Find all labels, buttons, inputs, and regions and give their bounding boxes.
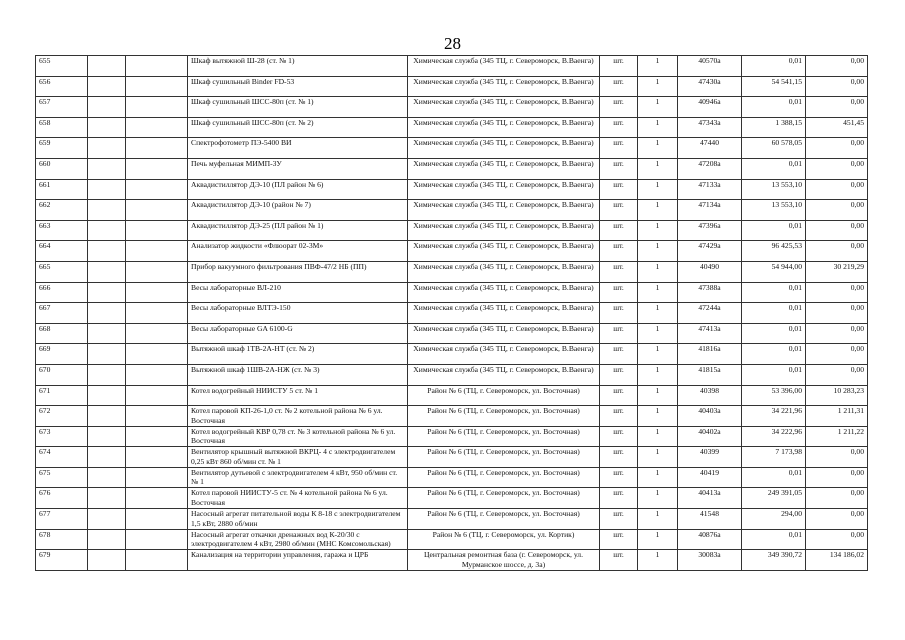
inventory-number-cell: 47343а (678, 117, 742, 138)
unit-cell: шт. (600, 56, 638, 77)
blank-cell (88, 406, 126, 427)
blank-cell (126, 241, 188, 262)
row-number-cell: 658 (36, 117, 88, 138)
blank-cell (126, 220, 188, 241)
item-name-cell: Котел паровой НИИСТУ-5 ст. № 4 котельной района № 6 ул. Восточная (188, 488, 408, 509)
blank-cell (88, 241, 126, 262)
residual-value-cell: 1 211,22 (806, 426, 868, 447)
row-number-cell: 678 (36, 529, 88, 550)
location-cell: Химическая служба (345 ТЦ, г. Североморск, В.Ваенга) (408, 200, 600, 221)
blank-cell (88, 550, 126, 571)
blank-cell (88, 303, 126, 324)
location-cell: Химическая служба (345 ТЦ, г. Североморск, В.Ваенга) (408, 117, 600, 138)
quantity-cell: 1 (638, 220, 678, 241)
residual-value-cell: 1 211,31 (806, 406, 868, 427)
quantity-cell: 1 (638, 426, 678, 447)
residual-value-cell: 0,00 (806, 488, 868, 509)
blank-cell (88, 467, 126, 488)
book-value-cell: 0,01 (742, 220, 806, 241)
row-number-cell: 679 (36, 550, 88, 571)
unit-cell: шт. (600, 426, 638, 447)
row-number-cell: 660 (36, 158, 88, 179)
blank-cell (126, 467, 188, 488)
table-row (36, 323, 868, 344)
book-value-cell: 34 222,96 (742, 426, 806, 447)
blank-cell (88, 117, 126, 138)
inventory-number-cell: 41816а (678, 344, 742, 365)
blank-cell (126, 364, 188, 385)
book-value-cell: 7 173,98 (742, 447, 806, 468)
unit-cell: шт. (600, 385, 638, 406)
blank-cell (126, 406, 188, 427)
residual-value-cell: 0,00 (806, 56, 868, 77)
quantity-cell: 1 (638, 158, 678, 179)
residual-value-cell: 134 186,02 (806, 550, 868, 571)
table-row (36, 220, 868, 241)
unit-cell: шт. (600, 241, 638, 262)
book-value-cell: 34 221,96 (742, 406, 806, 427)
residual-value-cell: 0,00 (806, 447, 868, 468)
book-value-cell: 53 396,00 (742, 385, 806, 406)
unit-cell: шт. (600, 406, 638, 427)
inventory-number-cell: 40399 (678, 447, 742, 468)
blank-cell (88, 323, 126, 344)
blank-cell (126, 323, 188, 344)
book-value-cell: 0,01 (742, 97, 806, 118)
unit-cell: шт. (600, 488, 638, 509)
quantity-cell: 1 (638, 76, 678, 97)
page-number: 28 (444, 34, 461, 53)
unit-cell: шт. (600, 179, 638, 200)
inventory-number-cell: 47388а (678, 282, 742, 303)
unit-cell: шт. (600, 282, 638, 303)
blank-cell (126, 344, 188, 365)
unit-cell: шт. (600, 138, 638, 159)
blank-cell (88, 97, 126, 118)
row-number-cell: 667 (36, 303, 88, 324)
book-value-cell: 0,01 (742, 344, 806, 365)
residual-value-cell: 451,45 (806, 117, 868, 138)
book-value-cell: 54 944,00 (742, 261, 806, 282)
item-name-cell: Спектрофотометр ПЭ-5400 ВИ (188, 138, 408, 159)
item-name-cell: Вентилятор крышный вытяжной ВКРЦ- 4 с электродвигателем 0,25 кВт 860 об/мин ст. № 1 (188, 447, 408, 468)
quantity-cell: 1 (638, 467, 678, 488)
table-row (36, 241, 868, 262)
blank-cell (126, 97, 188, 118)
blank-cell (88, 200, 126, 221)
residual-value-cell: 10 283,23 (806, 385, 868, 406)
location-cell: Химическая служба (345 ТЦ, г. Североморск, В.Ваенга) (408, 138, 600, 159)
location-cell: Химическая служба (345 ТЦ, г. Североморск, В.Ваенга) (408, 323, 600, 344)
blank-cell (88, 488, 126, 509)
row-number-cell: 661 (36, 179, 88, 200)
inventory-number-cell: 40876а (678, 529, 742, 550)
book-value-cell: 0,01 (742, 158, 806, 179)
item-name-cell: Прибор вакуумного фильтрования ПВФ-47/2 НБ (ПП) (188, 261, 408, 282)
row-number-cell: 676 (36, 488, 88, 509)
quantity-cell: 1 (638, 323, 678, 344)
residual-value-cell: 0,00 (806, 364, 868, 385)
location-cell: Химическая служба (345 ТЦ, г. Североморск, В.Ваенга) (408, 97, 600, 118)
book-value-cell: 294,00 (742, 509, 806, 530)
table-row (36, 406, 868, 427)
book-value-cell: 0,01 (742, 323, 806, 344)
row-number-cell: 672 (36, 406, 88, 427)
unit-cell: шт. (600, 261, 638, 282)
table-row (36, 509, 868, 530)
residual-value-cell: 0,00 (806, 241, 868, 262)
location-cell: Химическая служба (345 ТЦ, г. Североморск, В.Ваенга) (408, 179, 600, 200)
unit-cell: шт. (600, 158, 638, 179)
location-cell: Химическая служба (345 ТЦ, г. Североморск, В.Ваенга) (408, 220, 600, 241)
book-value-cell: 0,01 (742, 303, 806, 324)
inventory-number-cell: 40403а (678, 406, 742, 427)
item-name-cell: Насосный агрегат питательной воды К 8-18 с электродвигателем 1,5 кВт, 2880 об/мин (188, 509, 408, 530)
table-row (36, 344, 868, 365)
blank-cell (88, 529, 126, 550)
item-name-cell: Весы лабораторные ВЛТЭ-150 (188, 303, 408, 324)
item-name-cell: Вытяжной шкаф 1ТВ-2А-НТ (ст. № 2) (188, 344, 408, 365)
table-row (36, 200, 868, 221)
item-name-cell: Весы лабораторные ВЛ-210 (188, 282, 408, 303)
book-value-cell: 1 388,15 (742, 117, 806, 138)
location-cell: Химическая служба (345 ТЦ, г. Североморск, В.Ваенга) (408, 282, 600, 303)
blank-cell (126, 261, 188, 282)
inventory-number-cell: 47133а (678, 179, 742, 200)
item-name-cell: Вентилятор дутьевой с электродвигателем 4 кВт, 950 об/мин ст. № 1 (188, 467, 408, 488)
unit-cell: шт. (600, 117, 638, 138)
quantity-cell: 1 (638, 261, 678, 282)
blank-cell (126, 385, 188, 406)
residual-value-cell: 0,00 (806, 200, 868, 221)
unit-cell: шт. (600, 344, 638, 365)
residual-value-cell: 0,00 (806, 509, 868, 530)
row-number-cell: 674 (36, 447, 88, 468)
inventory-rows (36, 56, 868, 571)
location-cell: Район № 6 (ТЦ, г. Североморск, ул. Кортик) (408, 529, 600, 550)
row-number-cell: 657 (36, 97, 88, 118)
unit-cell: шт. (600, 97, 638, 118)
item-name-cell: Канализация на территории управления, гаража и ЦРБ (188, 550, 408, 571)
location-cell: Район № 6 (ТЦ, г. Североморск, ул. Восточная) (408, 385, 600, 406)
unit-cell: шт. (600, 364, 638, 385)
table-row (36, 56, 868, 77)
blank-cell (126, 550, 188, 571)
book-value-cell: 60 578,05 (742, 138, 806, 159)
item-name-cell: Весы лабораторные GA 6100-G (188, 323, 408, 344)
blank-cell (126, 138, 188, 159)
book-value-cell: 0,01 (742, 282, 806, 303)
quantity-cell: 1 (638, 509, 678, 530)
quantity-cell: 1 (638, 529, 678, 550)
location-cell: Район № 6 (ТЦ, г. Североморск, ул. Восточная) (408, 426, 600, 447)
blank-cell (88, 426, 126, 447)
quantity-cell: 1 (638, 179, 678, 200)
residual-value-cell: 0,00 (806, 303, 868, 324)
row-number-cell: 664 (36, 241, 88, 262)
inventory-number-cell: 47413а (678, 323, 742, 344)
item-name-cell: Шкаф сушильный ШСС-80п (ст. № 2) (188, 117, 408, 138)
item-name-cell: Котел водогрейный НИИСТУ 5 ст. № 1 (188, 385, 408, 406)
blank-cell (88, 364, 126, 385)
book-value-cell: 249 391,05 (742, 488, 806, 509)
blank-cell (126, 200, 188, 221)
row-number-cell: 677 (36, 509, 88, 530)
unit-cell: шт. (600, 529, 638, 550)
residual-value-cell: 0,00 (806, 179, 868, 200)
quantity-cell: 1 (638, 117, 678, 138)
item-name-cell: Вытяжной шкаф 1ШВ-2А-НЖ (ст. № 3) (188, 364, 408, 385)
quantity-cell: 1 (638, 447, 678, 468)
table-row (36, 117, 868, 138)
location-cell: Химическая служба (345 ТЦ, г. Североморск, В.Ваенга) (408, 303, 600, 324)
book-value-cell: 349 390,72 (742, 550, 806, 571)
unit-cell: шт. (600, 447, 638, 468)
inventory-number-cell: 47396а (678, 220, 742, 241)
inventory-table (35, 55, 868, 571)
book-value-cell: 0,01 (742, 364, 806, 385)
blank-cell (126, 179, 188, 200)
unit-cell: шт. (600, 467, 638, 488)
blank-cell (88, 138, 126, 159)
inventory-number-cell: 47208а (678, 158, 742, 179)
unit-cell: шт. (600, 509, 638, 530)
inventory-number-cell: 41548 (678, 509, 742, 530)
quantity-cell: 1 (638, 282, 678, 303)
table-row (36, 158, 868, 179)
table-row (36, 97, 868, 118)
unit-cell: шт. (600, 303, 638, 324)
item-name-cell: Печь муфельная МИМП-3У (188, 158, 408, 179)
blank-cell (126, 426, 188, 447)
quantity-cell: 1 (638, 364, 678, 385)
inventory-number-cell: 40490 (678, 261, 742, 282)
blank-cell (88, 385, 126, 406)
quantity-cell: 1 (638, 344, 678, 365)
residual-value-cell: 0,00 (806, 97, 868, 118)
item-name-cell: Насосный агрегат откачки дренажных вод К-20/30 с электродвигателем 4 кВт, 2980 об/мин (МНС Комсомольская) (188, 529, 408, 550)
inventory-number-cell: 47134а (678, 200, 742, 221)
location-cell: Химическая служба (345 ТЦ, г. Североморск, В.Ваенга) (408, 76, 600, 97)
residual-value-cell: 0,00 (806, 282, 868, 303)
blank-cell (126, 303, 188, 324)
table-row (36, 426, 868, 447)
row-number-cell: 659 (36, 138, 88, 159)
item-name-cell: Шкаф вытяжной Ш-28 (ст. № 1) (188, 56, 408, 77)
inventory-number-cell: 41815а (678, 364, 742, 385)
blank-cell (126, 282, 188, 303)
location-cell: Химическая служба (345 ТЦ, г. Североморск, В.Ваенга) (408, 364, 600, 385)
inventory-number-cell: 40402а (678, 426, 742, 447)
row-number-cell: 669 (36, 344, 88, 365)
book-value-cell: 0,01 (742, 56, 806, 77)
blank-cell (88, 179, 126, 200)
inventory-number-cell: 40398 (678, 385, 742, 406)
unit-cell: шт. (600, 323, 638, 344)
quantity-cell: 1 (638, 138, 678, 159)
quantity-cell: 1 (638, 97, 678, 118)
blank-cell (126, 509, 188, 530)
blank-cell (88, 447, 126, 468)
residual-value-cell: 0,00 (806, 323, 868, 344)
item-name-cell: Аквадистиллятор ДЭ-10 (ПЛ район № 6) (188, 179, 408, 200)
item-name-cell: Анализатор жидкости «Флюорат 02-3М» (188, 241, 408, 262)
quantity-cell: 1 (638, 385, 678, 406)
table-row (36, 364, 868, 385)
residual-value-cell: 0,00 (806, 220, 868, 241)
item-name-cell: Котел паровой КП-26-1,0 ст. № 2 котельной района № 6 ул. Восточная (188, 406, 408, 427)
book-value-cell: 0,01 (742, 467, 806, 488)
blank-cell (88, 76, 126, 97)
row-number-cell: 665 (36, 261, 88, 282)
blank-cell (126, 76, 188, 97)
location-cell: Химическая служба (345 ТЦ, г. Североморск, В.Ваенга) (408, 56, 600, 77)
item-name-cell: Шкаф сушильный Binder FD-53 (188, 76, 408, 97)
row-number-cell: 670 (36, 364, 88, 385)
row-number-cell: 675 (36, 467, 88, 488)
unit-cell: шт. (600, 550, 638, 571)
table-row (36, 138, 868, 159)
row-number-cell: 663 (36, 220, 88, 241)
blank-cell (88, 158, 126, 179)
quantity-cell: 1 (638, 488, 678, 509)
blank-cell (126, 117, 188, 138)
blank-cell (88, 56, 126, 77)
location-cell: Район № 6 (ТЦ, г. Североморск, ул. Восточная) (408, 467, 600, 488)
blank-cell (88, 220, 126, 241)
table-row (36, 467, 868, 488)
residual-value-cell: 0,00 (806, 467, 868, 488)
table-row (36, 261, 868, 282)
blank-cell (126, 56, 188, 77)
book-value-cell: 13 553,10 (742, 179, 806, 200)
book-value-cell: 13 553,10 (742, 200, 806, 221)
inventory-number-cell: 40413а (678, 488, 742, 509)
blank-cell (88, 282, 126, 303)
quantity-cell: 1 (638, 200, 678, 221)
quantity-cell: 1 (638, 406, 678, 427)
table-row (36, 488, 868, 509)
location-cell: Центральная ремонтная база (г. Североморск, ул. Мурманское шоссе, д. 3а) (408, 550, 600, 571)
location-cell: Район № 6 (ТЦ, г. Североморск, ул. Восточная) (408, 488, 600, 509)
table-row (36, 529, 868, 550)
location-cell: Район № 6 (ТЦ, г. Североморск, ул. Восточная) (408, 406, 600, 427)
blank-cell (126, 447, 188, 468)
item-name-cell: Шкаф сушильный ШСС-80п (ст. № 1) (188, 97, 408, 118)
residual-value-cell: 0,00 (806, 138, 868, 159)
inventory-number-cell: 47440 (678, 138, 742, 159)
table-row (36, 550, 868, 571)
row-number-cell: 666 (36, 282, 88, 303)
item-name-cell: Котел водогрейный КВР 0,78 ст. № 3 котельной района № 6 ул. Восточная (188, 426, 408, 447)
quantity-cell: 1 (638, 56, 678, 77)
residual-value-cell: 0,00 (806, 344, 868, 365)
inventory-number-cell: 47244а (678, 303, 742, 324)
inventory-number-cell: 40946а (678, 97, 742, 118)
table-row (36, 303, 868, 324)
residual-value-cell: 0,00 (806, 158, 868, 179)
row-number-cell: 655 (36, 56, 88, 77)
blank-cell (88, 509, 126, 530)
residual-value-cell: 0,00 (806, 529, 868, 550)
table-row (36, 447, 868, 468)
row-number-cell: 656 (36, 76, 88, 97)
blank-cell (88, 344, 126, 365)
location-cell: Химическая служба (345 ТЦ, г. Североморск, В.Ваенга) (408, 261, 600, 282)
blank-cell (126, 488, 188, 509)
row-number-cell: 673 (36, 426, 88, 447)
book-value-cell: 96 425,53 (742, 241, 806, 262)
location-cell: Химическая служба (345 ТЦ, г. Североморск, В.Ваенга) (408, 344, 600, 365)
row-number-cell: 671 (36, 385, 88, 406)
location-cell: Район № 6 (ТЦ, г. Североморск, ул. Восточная) (408, 447, 600, 468)
inventory-number-cell: 40419 (678, 467, 742, 488)
residual-value-cell: 30 219,29 (806, 261, 868, 282)
location-cell: Химическая служба (345 ТЦ, г. Североморск, В.Ваенга) (408, 241, 600, 262)
blank-cell (126, 529, 188, 550)
table-row (36, 76, 868, 97)
quantity-cell: 1 (638, 241, 678, 262)
inventory-number-cell: 30083а (678, 550, 742, 571)
blank-cell (88, 261, 126, 282)
item-name-cell: Аквадистиллятор ДЭ-10 (район № 7) (188, 200, 408, 221)
location-cell: Химическая служба (345 ТЦ, г. Североморск, В.Ваенга) (408, 158, 600, 179)
quantity-cell: 1 (638, 303, 678, 324)
unit-cell: шт. (600, 220, 638, 241)
quantity-cell: 1 (638, 550, 678, 571)
book-value-cell: 54 541,15 (742, 76, 806, 97)
unit-cell: шт. (600, 200, 638, 221)
table-row (36, 385, 868, 406)
inventory-number-cell: 47430а (678, 76, 742, 97)
blank-cell (126, 158, 188, 179)
row-number-cell: 662 (36, 200, 88, 221)
row-number-cell: 668 (36, 323, 88, 344)
inventory-number-cell: 40570а (678, 56, 742, 77)
residual-value-cell: 0,00 (806, 76, 868, 97)
table-row (36, 282, 868, 303)
unit-cell: шт. (600, 76, 638, 97)
item-name-cell: Аквадистиллятор ДЭ-25 (ПЛ район № 1) (188, 220, 408, 241)
inventory-number-cell: 47429а (678, 241, 742, 262)
table-row (36, 179, 868, 200)
location-cell: Район № 6 (ТЦ, г. Североморск, ул. Восточная) (408, 509, 600, 530)
book-value-cell: 0,01 (742, 529, 806, 550)
